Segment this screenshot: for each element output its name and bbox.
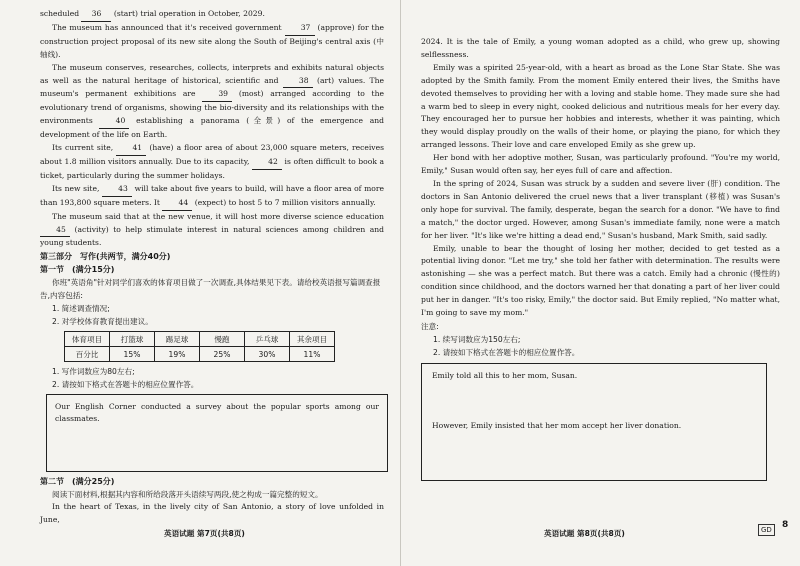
continuation-line-2: However, Emily insisted that her mom accept her liver donation. [432, 420, 682, 430]
blank-45: 45 [40, 224, 70, 238]
paragraph-p4: Its current site, 41 (have) a floor area of about 23,000 square meters, receives about 1.8 million visitors annually. Due to its capacity, 42 is often difficult to book a ticket, particularly during the summer holidays. [40, 143, 385, 180]
notes-item-1: 1. 续写词数应为150左右; [433, 334, 521, 344]
table-cell: 25% [200, 347, 245, 362]
answer-box-survey[interactable] [46, 394, 388, 472]
section-one-item-1: 1. 简述调查情况; [52, 304, 110, 314]
blank-40: 40 [99, 115, 129, 129]
blank-42: 42 [252, 156, 282, 170]
table-cell: 15% [110, 347, 155, 362]
story-opening: In the heart of Texas, in the lively city of San Antonio, a story of love unfolded in June, [40, 502, 384, 525]
blank-44: 44 [162, 197, 192, 211]
story-paragraph-1: 2024. It is the tale of Emily, a young woman adopted as a child, who grew up, showing selflessness. [421, 37, 780, 59]
blank-39: 39 [202, 88, 232, 102]
table-header-cell: 打篮球 [110, 332, 155, 347]
paragraph-p2: The museum has announced that it's received government 37 (approve) for the construction project proposal of its new site along the South of Beijing's central axis (中轴线). [40, 22, 384, 59]
story-paragraph-4: In the spring of 2024, Susan was struck by a sudden and severe liver (肝) condition. The doctors in San Antonio delivered the cruel news that a liver transplant (移植) was Susan's only hope for survival. The family, desperate, began the search for a donor. "We have to find a match," the doctor urged. However, among Susan's immediate family, none were a match for her liver. "It's like we're hitting a dead end," Susan's husband, Mark Smith, said sadly. [421, 178, 780, 240]
answer-box-prompt: Our English Corner conducted a survey about the popular sports among our classmates. [55, 402, 379, 424]
part-three-heading: 第三部分 写作(共两节，满分40分) [40, 252, 171, 262]
notes-title: 注意: [421, 321, 439, 331]
blank-38: 38 [283, 75, 313, 89]
section-two-heading: 第二节 (满分25分) [40, 477, 115, 487]
story-paragraph-5: Emily, unable to bear the thought of losing her mother, decided to get tested as a potential living donor. "Let me try," she told her father with determination. The results were astonishing — she was a perfect match. But there was a catch. Emily had a chronic (慢性的) condition since childhood, and the doctors warned her that donating a part of her liver could put her in danger. "It's too risky, Emily," the doctor said. But Emily replied, "No matter what, I'm going to save my mom." [421, 243, 780, 318]
table-header-cell: 乒乓球 [245, 332, 290, 347]
paragraph-p3: The museum conserves, researches, collects, interprets and exhibits natural objects as well as the natural heritage of historical, scientific and 38 (art) values. The museum's permanent exhibitions are 39 (most) arranged according to the evolutionary trend of organisms, showing the bio-diversity and its relationships with the environments 40 establishing a panorama (全景) of the emergence and development of the life on Earth. [40, 62, 384, 140]
table-row [65, 347, 335, 362]
table-header-cell: 慢跑 [200, 332, 245, 347]
notes-item-2: 2. 请按如下格式在答题卡的相应位置作答。 [433, 347, 580, 357]
section-one-heading: 第一节 (满分15分) [40, 265, 115, 275]
table-cell: 11% [290, 347, 335, 362]
page-number: 8 [782, 520, 789, 530]
story-paragraph-3: Her bond with her adoptive mother, Susan, was particularly profound. "You're my world, Emily," Susan would often say, her eyes full of care and affection. [421, 153, 780, 176]
footer-page-8: 英语试题 第8页(共8页) [544, 529, 625, 538]
paragraph-p1: scheduled 36 (start) trial operation in October, 2029. [40, 8, 384, 22]
story-paragraph-2: Emily was a spirited 25-year-old, with a heart as broad as the Lone Star State. She was adopted by the Smith family. From the moment Emily entered their lives, the Smiths have devoted themselves to providing her with a loving and stable home. They made sure she had a warm bed to sleep in every night, cooked delicious and nutritious meals for her every day. They encouraged her to pursue her hobbies and interests, whether it was painting, which they would display proudly on the walls of their home, or playing the piano, for which they arranged lessons. Their love and care enveloped Emily as she grew up. [421, 62, 780, 150]
section-one-note-2: 2. 请按如下格式在答题卡的相应位置作答。 [52, 380, 199, 390]
paragraph-p5: Its new site, 43 will take about five years to build, will have a floor area of more than 193,800 square meters. It 44 (expect) to host 5 to 7 million visitors annually. [40, 183, 384, 211]
table-header-cell: 踢足球 [155, 332, 200, 347]
paragraph-p6: The museum said that at the new venue, it will host more diverse science education 45 (activity) to help stimulate interest in natural sciences among children and young students. [40, 211, 384, 248]
table-header-cell: 体育项目 [65, 332, 110, 347]
gd-badge: GD [758, 524, 775, 536]
table-cell: 30% [245, 347, 290, 362]
table-header-row [65, 332, 335, 347]
survey-table [64, 331, 335, 362]
section-one-item-2: 2. 对学校体育教育提出建议。 [52, 317, 153, 327]
blank-36: 36 [81, 8, 111, 22]
blank-43: 43 [102, 183, 132, 197]
table-header-cell: 其余项目 [290, 332, 335, 347]
footer-page-7: 英语试题 第7页(共8页) [164, 529, 245, 538]
blank-37: 37 [285, 22, 315, 36]
continuation-line-1: Emily told all this to her mom, Susan. [432, 370, 578, 380]
section-one-note-1: 1. 写作词数应为80左右; [52, 367, 135, 377]
section-two-task: 阅读下面材料,根据其内容和所给段落开头语续写两段,使之构成一篇完整的短文。 [52, 490, 323, 500]
table-cell: 19% [155, 347, 200, 362]
answer-box-continuation[interactable] [421, 363, 767, 481]
section-one-task: 你班"英语角"针对同学们喜欢的体育项目做了一次调查,具体结果见下表。请给校英语报写篇调查报告,内容包括: [40, 278, 381, 301]
table-cell: 百分比 [65, 347, 110, 362]
right-page [400, 0, 800, 566]
blank-41: 41 [116, 142, 146, 156]
